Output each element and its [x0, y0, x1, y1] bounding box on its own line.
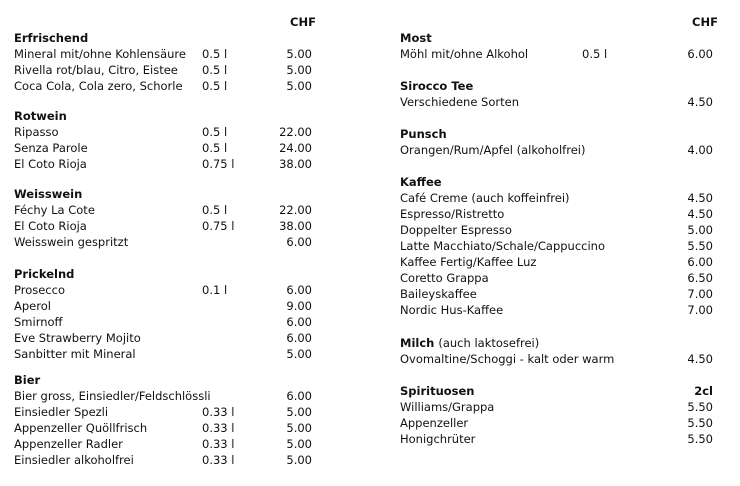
menu-item-size: 0.33 l — [202, 421, 235, 435]
section-title: Bier — [14, 373, 41, 387]
menu-item-name: Espresso/Ristretto — [400, 207, 505, 221]
menu-item-price: 5.00 — [286, 63, 312, 77]
menu-item-name: Senza Parole — [14, 141, 88, 155]
menu-item-size: 0.5 l — [202, 141, 228, 155]
menu-item-size: 0.5 l — [202, 63, 228, 77]
menu-item-size: 0.5 l — [202, 79, 228, 93]
menu-item-name: Latte Macchiato/Schale/Cappuccino — [400, 239, 606, 253]
right-currency-header: CHF — [692, 15, 718, 29]
menu-item-price: 6.00 — [286, 283, 312, 297]
menu-item-price: 6.00 — [286, 315, 312, 329]
menu-item-price: 24.00 — [279, 141, 312, 155]
section-title-unit: 2cl — [694, 384, 713, 398]
menu-item-name: El Coto Rioja — [14, 219, 87, 233]
menu-item-price: 6.00 — [286, 389, 312, 403]
menu-item-price: 6.00 — [286, 331, 312, 345]
menu-item-name: Café Creme (auch koffeinfrei) — [400, 191, 570, 205]
menu-item-name: Aperol — [14, 299, 51, 313]
menu-item-name: Baileyskaffee — [400, 287, 477, 301]
menu-item-name: Bier gross, Einsiedler/Feldschlössli — [14, 389, 211, 403]
menu-item-name: Möhl mit/ohne Alkohol — [400, 47, 529, 61]
menu-item-price: 4.50 — [687, 191, 713, 205]
menu-item-price: 5.00 — [286, 405, 312, 419]
menu-item-name: El Coto Rioja — [14, 157, 87, 171]
menu-item-price: 6.00 — [687, 255, 713, 269]
menu-item-size: 0.75 l — [202, 157, 235, 171]
section-title: Prickelnd — [14, 267, 75, 281]
section-title: Erfrischend — [14, 31, 89, 45]
menu-item-name: Coretto Grappa — [400, 271, 489, 285]
menu-item-name: Einsiedler Spezli — [14, 405, 109, 419]
section-title — [400, 336, 539, 350]
menu-item-price: 9.00 — [286, 299, 312, 313]
section-title: Punsch — [400, 127, 447, 141]
menu-item-name: Smirnoff — [14, 315, 63, 329]
menu-item-size: 0.5 l — [582, 47, 608, 61]
menu-item-price: 6.50 — [687, 271, 713, 285]
section-title: Rotwein — [14, 109, 67, 123]
section-title: Kaffee — [400, 175, 442, 189]
menu-item-name: Nordic Hus-Kaffee — [400, 303, 504, 317]
section-title-text: Milch — [400, 336, 435, 350]
menu-item-size: 0.1 l — [202, 283, 228, 297]
menu-item-name: Eve Strawberry Mojito — [14, 331, 141, 345]
section-title: Most — [400, 31, 432, 45]
menu-item-size: 0.33 l — [202, 437, 235, 451]
menu-item-name: Williams/Grappa — [400, 400, 495, 414]
menu-item-price: 5.50 — [687, 416, 713, 430]
section-title: Spirituosen — [400, 384, 475, 398]
menu-item-size: 0.5 l — [202, 125, 228, 139]
menu-item-price: 5.00 — [286, 47, 312, 61]
menu-item-price: 5.00 — [687, 223, 713, 237]
menu-item-price: 5.50 — [687, 239, 713, 253]
menu-item-price: 6.00 — [687, 47, 713, 61]
menu-item-price: 4.00 — [687, 143, 713, 157]
menu-item-size: 0.5 l — [202, 47, 228, 61]
menu-item-name: Orangen/Rum/Apfel (alkoholfrei) — [400, 143, 586, 157]
menu-item-name: Appenzeller Quöllfrisch — [14, 421, 148, 435]
menu-item-name: Doppelter Espresso — [400, 223, 512, 237]
menu-item-price: 5.00 — [286, 79, 312, 93]
menu-item-name: Ovomaltine/Schoggi - kalt oder warm — [400, 352, 615, 366]
menu-item-name: Appenzeller — [400, 416, 469, 430]
menu-item-name: Honigchrüter — [400, 432, 476, 446]
menu-item-price: 6.00 — [286, 235, 312, 249]
menu-item-name: Appenzeller Radler — [14, 437, 123, 451]
menu-item-size: 0.33 l — [202, 453, 235, 467]
section-title-note: (auch laktosefrei) — [438, 336, 540, 350]
menu-item-name: Prosecco — [14, 283, 65, 297]
menu-item-price: 7.00 — [687, 303, 713, 317]
menu-item-price: 5.50 — [687, 432, 713, 446]
menu-item-name: Kaffee Fertig/Kaffee Luz — [400, 255, 537, 269]
left-currency-header: CHF — [290, 15, 316, 29]
menu-item-name: Sanbitter mit Mineral — [14, 347, 136, 361]
menu-item-size: 0.75 l — [202, 219, 235, 233]
menu-item-price: 4.50 — [687, 95, 713, 109]
section-title: Weisswein — [14, 187, 83, 201]
section-title: Sirocco Tee — [400, 79, 474, 93]
menu-item-price: 5.00 — [286, 421, 312, 435]
menu-item-price: 38.00 — [279, 157, 312, 171]
menu-item-price: 22.00 — [279, 125, 312, 139]
menu-item-price: 5.00 — [286, 347, 312, 361]
menu-item-price: 4.50 — [687, 352, 713, 366]
menu-item-name: Féchy La Cote — [14, 203, 95, 217]
menu-item-price: 4.50 — [687, 207, 713, 221]
menu-item-size: 0.5 l — [202, 203, 228, 217]
menu-item-size: 0.33 l — [202, 405, 235, 419]
menu-item-price: 5.00 — [286, 453, 312, 467]
menu-item-name: Einsiedler alkoholfrei — [14, 453, 134, 467]
menu-item-price: 38.00 — [279, 219, 312, 233]
menu-item-name: Verschiedene Sorten — [400, 95, 519, 109]
menu-item-price: 5.50 — [687, 400, 713, 414]
menu-item-price: 5.00 — [286, 437, 312, 451]
menu-item-price: 7.00 — [687, 287, 713, 301]
menu-item-name: Coca Cola, Cola zero, Schorle — [14, 79, 183, 93]
menu-item-name: Ripasso — [14, 125, 59, 139]
menu-item-price: 22.00 — [279, 203, 312, 217]
menu-item-name: Rivella rot/blau, Citro, Eistee — [14, 63, 178, 77]
menu-item-name: Weisswein gespritzt — [14, 235, 129, 249]
menu-item-name: Mineral mit/ohne Kohlensäure — [14, 47, 186, 61]
